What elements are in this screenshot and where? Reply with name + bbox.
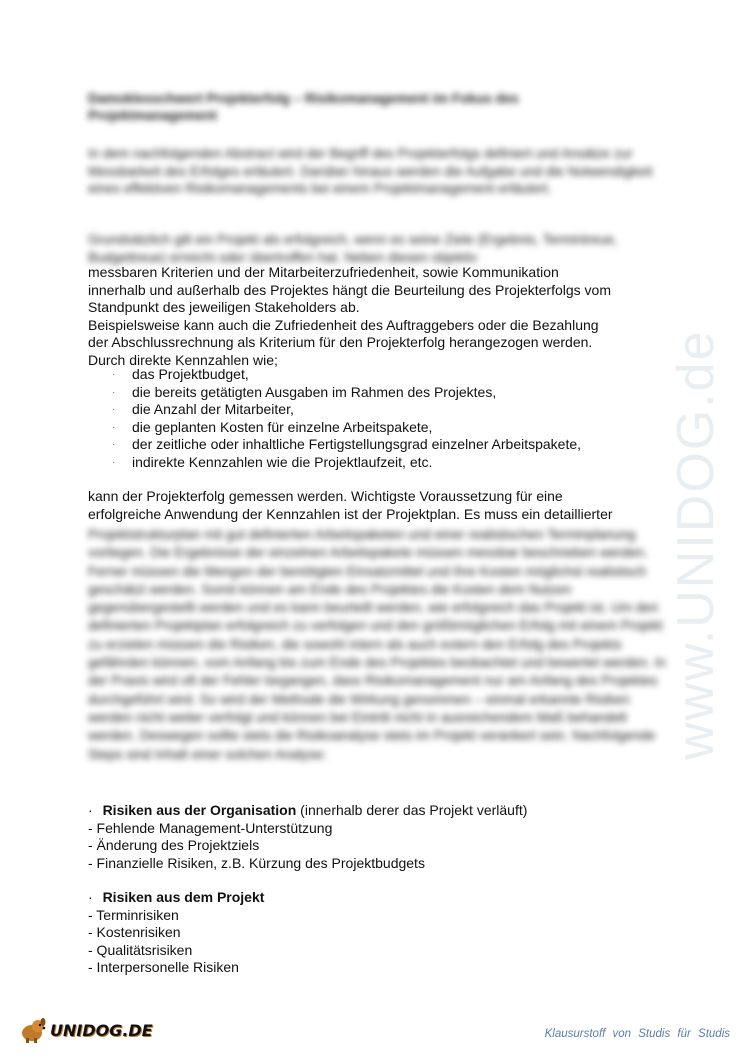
after-list-paragraph (88, 488, 678, 523)
intro-blurred-paragraph: Grundsätzlich gilt ein Projekt als erfolgreich, wenn es seine Ziele (Ergebnis, Termintreue, Budgettreue) erreicht oder übertroffen hat. Neben diesen objektiv (88, 232, 618, 265)
text-line: erfolgreiche Anwendung der Kennzahlen ist der Projektplan. Es muss ein detaillierter (88, 505, 613, 522)
section-heading (88, 889, 264, 907)
bullet-icon: · (88, 802, 93, 818)
section-title: Risiken aus dem Projekt (102, 889, 265, 905)
bullet-icon: · (112, 404, 116, 416)
text-line: Beispielsweise kann auch die Zufriedenheit des Auftraggebers oder die Bezahlung (88, 316, 599, 333)
text-line: innerhalb und außerhalb des Projektes hängt die Beurteilung des Projekterfolgs vom (88, 281, 611, 298)
logo-text: UNIDOG.DE (50, 1020, 153, 1040)
text-line: kann der Projekterfolg gemessen werden. Wichtigste Voraussetzung für eine (88, 488, 563, 504)
list-item (112, 454, 672, 472)
unidog-logo (18, 1016, 153, 1044)
bullet-icon: · (112, 369, 116, 380)
section-subtitle: (innerhalb derer das Projekt verläuft) (296, 802, 528, 818)
text-line: Durch direkte Kennzahlen wie; (88, 351, 278, 368)
section-heading (88, 802, 527, 820)
list-item: - Finanzielle Risiken, z.B. Kürzung des Projektbudgets (88, 854, 425, 871)
list-item: - Änderung des Projektziels (88, 837, 260, 854)
bullet-icon: · (112, 456, 116, 468)
bullet-icon: · (112, 439, 116, 451)
list-item (112, 384, 672, 402)
list-item: - Interpersonelle Risiken (88, 959, 239, 976)
list-item (112, 419, 672, 437)
body-blurred-paragraph: Projektstrukturplan mit gut definierten Arbeitspaketen und einer realistischen Terminplanung vorliegen. Die Ergebnisse der einzelnen Arbeitspakete müssen messbar beschrieben werden. Ferner müssen die Mengen der benötigten Einsatzmittel und ihre Kosten möglichst realistisch geschätzt werden. Somit können am Ende des Projektes die Kosten dem Nutzen gegenübergestellt werden und es kann beurteilt werden, wie erfolgreich das Projekt ist. Um den definierten Projektplan erfolgreich zu verfolgen und den größtmöglichen Erfolg mit einem Projekt zu erzielen müssen die Risiken, die sowohl intern als auch extern den Erfolg des Projekts gefährden können, vom Anfang bis zum Ende des Projektes beobachtet und bewertet werden. In der Praxis wird oft der Fehler begangen, dass Risikomanagement nur am Anfang des Projektes durchgeführt wird. So wird der Methode die Wirkung genommen – einmal erkannte Risiken werden nicht weiter verfolgt und können bei Eintritt nicht in ausreichendem Maß behandelt werden. Deswegen sollte stets die Risikoanalyse stets im Projekt verankert sein. Nachfolgende Steps sind Inhalt einer solchen Analyse: (88, 527, 666, 762)
section-title: Risiken aus der Organisation (102, 802, 297, 818)
list-item-text: indirekte Kennzahlen wie die Projektlaufzeit, etc. (132, 453, 433, 470)
text-line: messbaren Kriterien und der Mitarbeiterzufriedenheit, sowie Kommunikation (88, 264, 559, 280)
list-item-text: die bereits getätigten Ausgaben im Rahmen des Projektes, (132, 383, 497, 400)
document-title: Damoklesschwert Projekterfolg – Risikomanagement im Fokus des Projektmanagement (88, 91, 519, 123)
abstract-paragraph: In dem nachfolgenden Abstract wird der Begriff des Projekterfolgs definiert und Ansätze zur Messbarkeit des Erfolges erläutert. Darüber hinaus werden die Aufgabe und die Notwendigkeit eines effektiven Risikomanagements bei einem Projektmanagement erläutert. (88, 146, 653, 196)
bullet-icon: · (112, 421, 116, 433)
text-line: der Abschlussrechnung als Kriterium für den Projekterfolg herangezogen werden. (88, 334, 593, 351)
list-item-text: die Anzahl der Mitarbeiter, (132, 401, 294, 418)
list-item-text: der zeitliche oder inhaltliche Fertigstellungsgrad einzelner Arbeitspakete, (132, 436, 582, 453)
section-organisation (88, 802, 527, 872)
intro-clear-paragraph (88, 264, 678, 370)
footer-tagline: Klausurstoff von Studis für Studis (544, 1028, 730, 1040)
list-item-text: die geplanten Kosten für einzelne Arbeitspakete, (132, 418, 433, 435)
dog-icon (18, 1016, 48, 1044)
bullet-icon: · (112, 386, 116, 398)
bullet-icon: · (88, 889, 93, 905)
list-item: - Qualitätsrisiken (88, 941, 193, 958)
watermark: www.UNIDOG.de (667, 329, 725, 760)
list-item: - Terminrisiken (88, 906, 179, 923)
list-item (112, 436, 672, 454)
list-item: - Kostenrisiken (88, 924, 181, 941)
list-item (112, 366, 672, 384)
list-item: - Fehlende Management-Unterstützung (88, 819, 333, 836)
list-item (112, 401, 672, 419)
text-line: Standpunkt des jeweiligen Stakeholders ab. (88, 299, 360, 316)
list-item-text: das Projektbudget, (132, 366, 249, 382)
section-projekt (88, 889, 264, 977)
kennzahlen-list (112, 366, 672, 472)
